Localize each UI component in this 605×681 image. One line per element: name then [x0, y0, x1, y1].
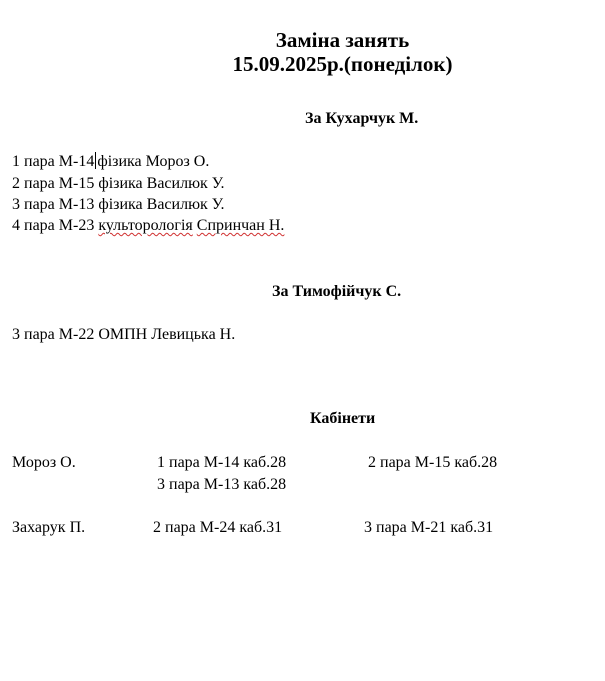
row-para: 1 пара М-14: [12, 153, 95, 170]
row-teacher: Василюк У.: [146, 196, 225, 213]
section1-row-2: [12, 174, 225, 194]
section1-row-3: [12, 195, 225, 215]
rooms-zakharuk-name: Захарук П.: [12, 519, 86, 536]
row-para: 3 пара М-13: [12, 196, 95, 213]
row-subject: фізика: [97, 153, 142, 170]
row-para: 3 пара М-22: [12, 326, 95, 343]
row-teacher: Василюк У.: [146, 175, 225, 192]
section2-heading: За Тимофійчук С.: [272, 283, 402, 300]
row-subject: культорологія: [98, 217, 193, 234]
title-line-2: 15.09.2025р.(понеділок): [232, 52, 453, 76]
row-subject: фізика: [98, 196, 143, 213]
section2-row-1: [12, 325, 235, 345]
row-teacher: Мороз О.: [145, 153, 210, 170]
rooms-zakharuk-entry-2: 3 пара М-21 каб.31: [364, 519, 494, 536]
row-subject: ОМПН: [98, 326, 148, 343]
rooms-zakharuk-entry-1: 2 пара М-24 каб.31: [153, 519, 283, 536]
title-line-1: Заміна занять: [275, 28, 410, 52]
section1-row-1: [12, 152, 209, 172]
row-teacher: Левицька Н.: [151, 326, 236, 343]
rooms-moroz-entry-3: 3 пара М-13 каб.28: [157, 476, 287, 493]
section1-row-4: [12, 216, 284, 236]
row-subject: фізика: [98, 175, 143, 192]
rooms-moroz-entry-1: 1 пара М-14 каб.28: [157, 454, 287, 471]
rooms-moroz-name: Мороз О.: [12, 454, 76, 471]
section1-heading: За Кухарчук М.: [305, 110, 419, 127]
row-teacher: Спринчан Н.: [196, 217, 285, 234]
document-title: [0, 28, 605, 76]
row-para: 2 пара М-15: [12, 175, 95, 192]
rooms-moroz-entry-2: 2 пара М-15 каб.28: [368, 454, 498, 471]
row-para: 4 пара М-23: [12, 217, 95, 234]
rooms-heading: Кабінети: [310, 410, 376, 427]
